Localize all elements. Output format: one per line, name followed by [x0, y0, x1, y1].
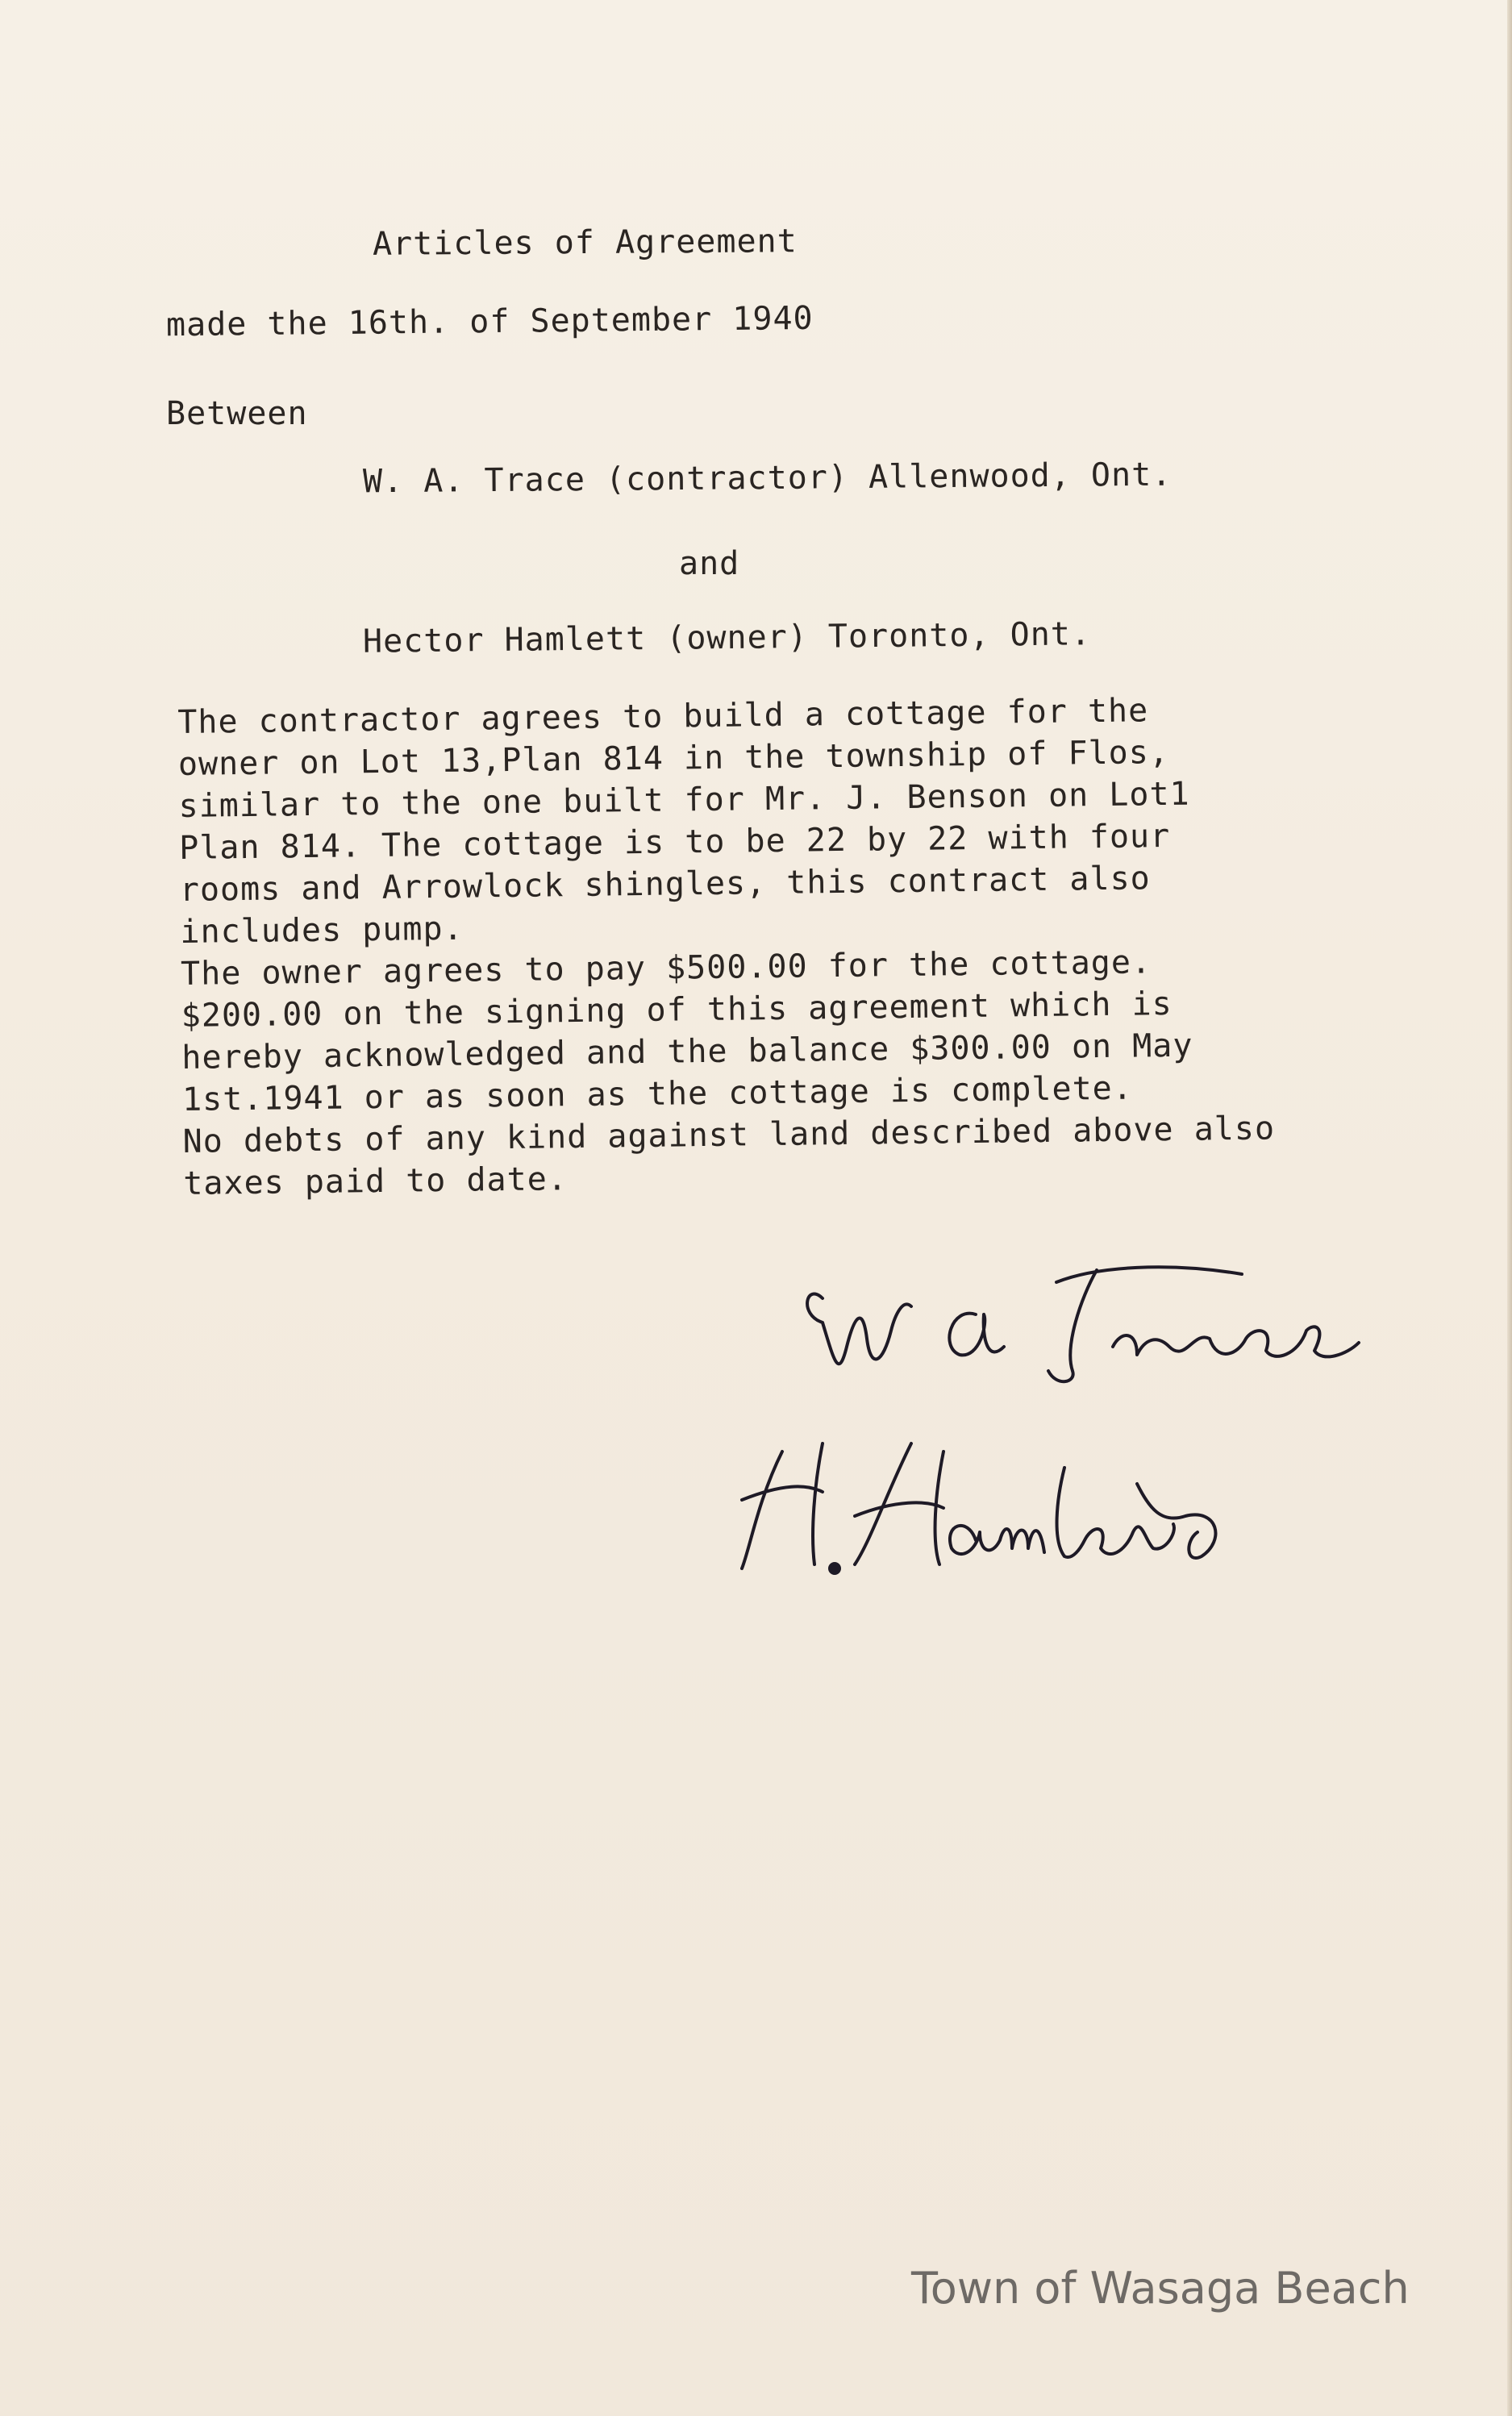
between-label: Between — [166, 395, 308, 432]
body-line: rooms and Arrowlock shingles, this contract also — [179, 860, 1151, 909]
watermark-text: Town of Wasaga Beach — [911, 2263, 1410, 2314]
body-line: taxes paid to date. — [183, 1160, 569, 1202]
signature-contractor — [790, 1250, 1371, 1403]
agreement-body — [177, 688, 1276, 1205]
body-line: The owner agrees to pay $500.00 for the cottage. — [180, 943, 1152, 993]
date-line: made the 16th. of September 1940 — [165, 299, 814, 344]
signature-owner — [734, 1419, 1250, 1581]
body-line: hereby acknowledged and the balance $300.00 on May — [181, 1027, 1193, 1077]
body-line: The contractor agrees to build a cottage for the — [177, 692, 1149, 741]
body-line: $200.00 on the signing of this agreement which is — [181, 985, 1173, 1035]
body-line: includes pump. — [180, 910, 464, 951]
body-line: owner on Lot 13,Plan 814 in the township of Flos, — [177, 733, 1170, 783]
body-line: 1st.1941 or as soon as the cottage is complete. — [181, 1069, 1134, 1118]
party-contractor: W. A. Trace (contractor) Allenwood, Ont. — [362, 456, 1173, 501]
paper-edge — [1507, 0, 1512, 2416]
document-title: Articles of Agreement — [372, 223, 798, 263]
party-owner: Hector Hamlett (owner) Toronto, Ont. — [362, 615, 1092, 660]
body-line: similar to the one built for Mr. J. Benson on Lot1 — [178, 775, 1190, 825]
body-line: Plan 814. The cottage is to be 22 by 22 with four — [178, 817, 1171, 867]
and-label: and — [679, 545, 740, 582]
body-line: No debts of any kind against land described above also — [182, 1110, 1276, 1160]
